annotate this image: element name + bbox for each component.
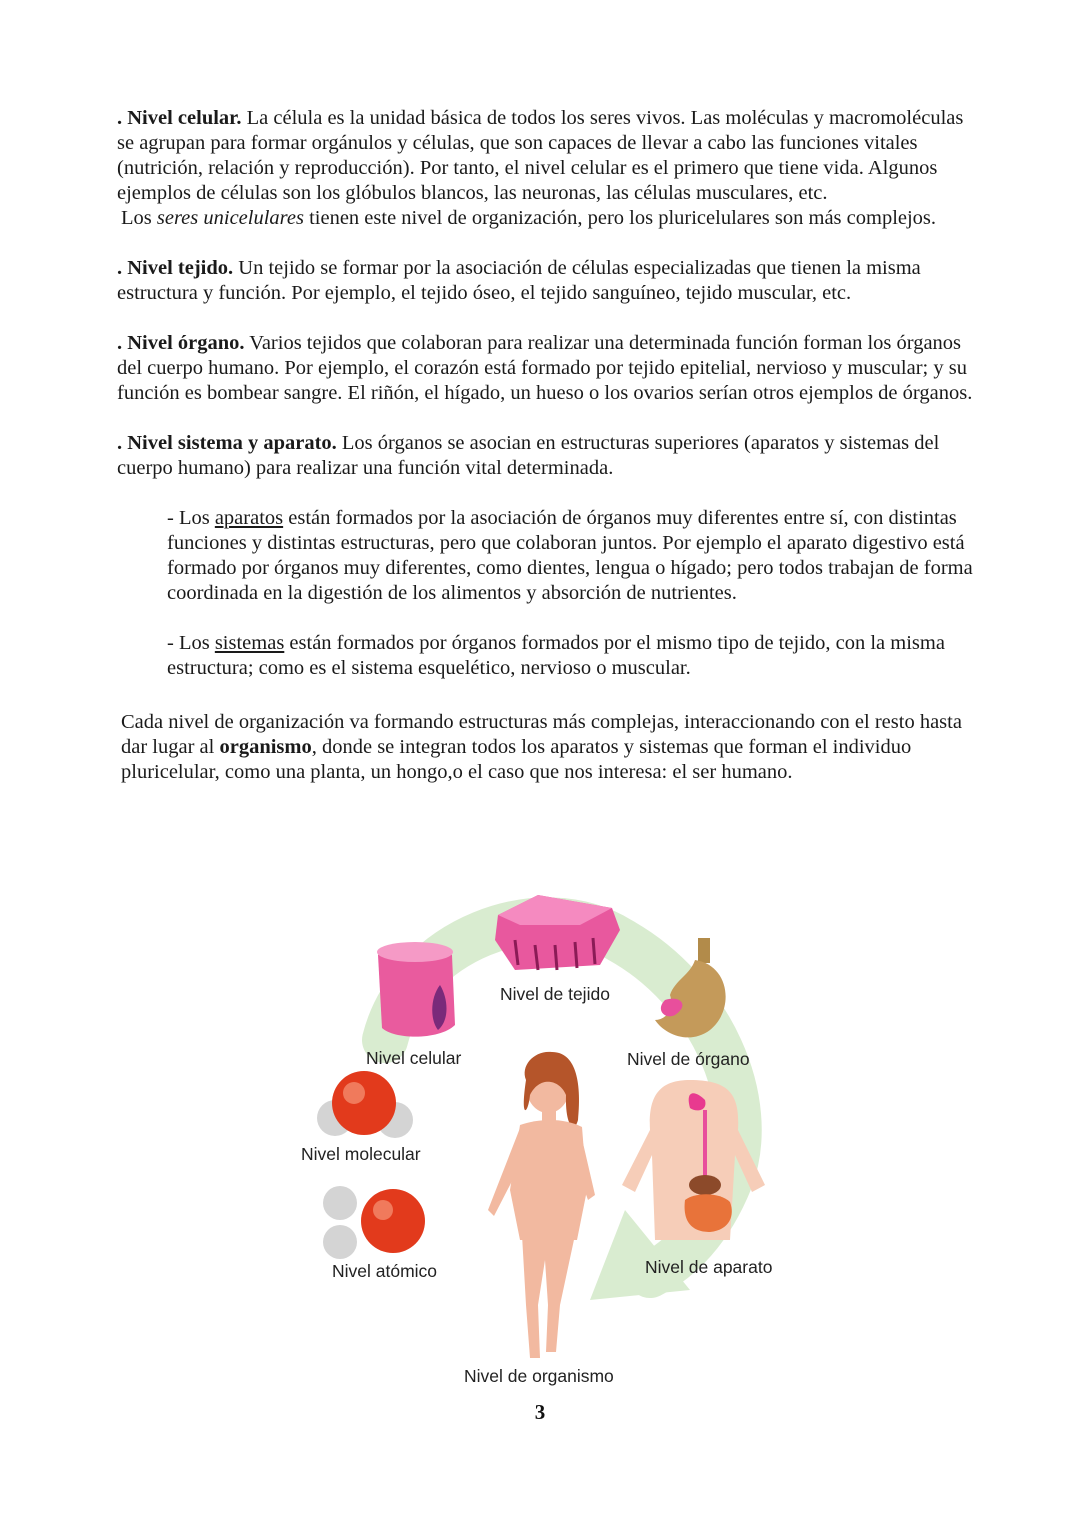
heading-nivel-organo: . Nivel órgano. (117, 332, 245, 354)
heading-nivel-celular: . Nivel celular. (117, 107, 242, 129)
heading-nivel-sistema: . Nivel sistema y aparato. (117, 432, 337, 454)
cell-icon (377, 942, 455, 1037)
paragraph-nivel-sistema: . Nivel sistema y aparato. Los órganos se asocian en estructuras superiores (aparatos y sistemas del cuerpo humano) para realizar una función vital determinada. (117, 432, 940, 479)
paragraph-nivel-tejido: . Nivel tejido. Un tejido se formar por la asociación de células especializadas que tienen la misma estructura y función. Por ejemplo, el tejido óseo, el tejido sanguíneo, tejido muscular, etc. (117, 257, 921, 304)
term-sistemas: sistemas (214, 632, 285, 654)
paragraph-unicelulares: Los seres unicelulares tienen este nivel de organización, pero los pluricelulares son más complejos. (121, 207, 937, 229)
organization-levels-diagram (290, 880, 790, 1400)
term-organismo: organismo (219, 736, 312, 758)
molecule-icon (317, 1071, 413, 1138)
paragraph-aparatos: - Los aparatos están formados por la asociación de órganos muy diferentes entre sí, con distintas funciones y distintas estructuras, pero que colaboran juntos. Por ejemplo el aparato digestivo está formado por órganos muy diferentes, como dientes, lengua o hígado; pero todos trabajan de forma coordinada en la digestión de los alimentos y absorción de nutrientes. (167, 507, 973, 604)
label-nivel-aparato: Nivel de aparato (645, 1257, 773, 1277)
label-nivel-tejido: Nivel de tejido (500, 984, 610, 1004)
paragraph-nivel-organo: . Nivel órgano. Varios tejidos que colaboran para realizar una determinada función forman los órganos del cuerpo humano. Por ejemplo, el corazón está formado por tejido epitelial, nervioso y muscular; y su función es bombear sangre. El riñón, el hígado, un hueso o los ovarios serían otros ejemplos de órganos. (117, 332, 973, 404)
term-seres-unicelulares: seres unicelulares (156, 207, 304, 229)
term-aparatos: aparatos (214, 507, 284, 529)
paragraph-nivel-celular: . Nivel celular. La célula es la unidad básica de todos los seres vivos. Las moléculas y macromoléculas se agrupan para formar orgánulos y células, que son capaces de llevar a cabo las funciones vitales (nutrición, relación y reproducción). Por tanto, el nivel celular es el primero que tiene vida. Algunos ejemplos de células son los glóbulos blancos, las neuronas, las células musculares, etc. (117, 107, 964, 204)
label-nivel-atomico: Nivel atómico (332, 1261, 438, 1281)
paragraph-cierre: Cada nivel de organización va formando estructuras más complejas, interaccionando con el resto hasta dar lugar al organismo, donde se integran todos los aparatos y sistemas que forman el individuo pluricelular, como una planta, un hongo,o el caso que nos interesa: el ser humano. (121, 711, 962, 783)
body-text (103, 106, 983, 785)
page-number: 3 (534, 1400, 546, 1424)
label-nivel-molecular: Nivel molecular (301, 1144, 421, 1164)
label-nivel-organismo: Nivel de organismo (464, 1366, 614, 1386)
label-nivel-organo: Nivel de órgano (627, 1049, 750, 1069)
label-nivel-celular: Nivel celular (366, 1048, 462, 1068)
heading-nivel-tejido: . Nivel tejido. (117, 257, 234, 279)
paragraph-sistemas: - Los sistemas están formados por órganos formados por el mismo tipo de tejido, con la misma estructura; como es el sistema esquelético, nervioso o muscular. (167, 632, 945, 679)
atoms-icon (323, 1186, 425, 1259)
human-body-icon (488, 1052, 595, 1358)
